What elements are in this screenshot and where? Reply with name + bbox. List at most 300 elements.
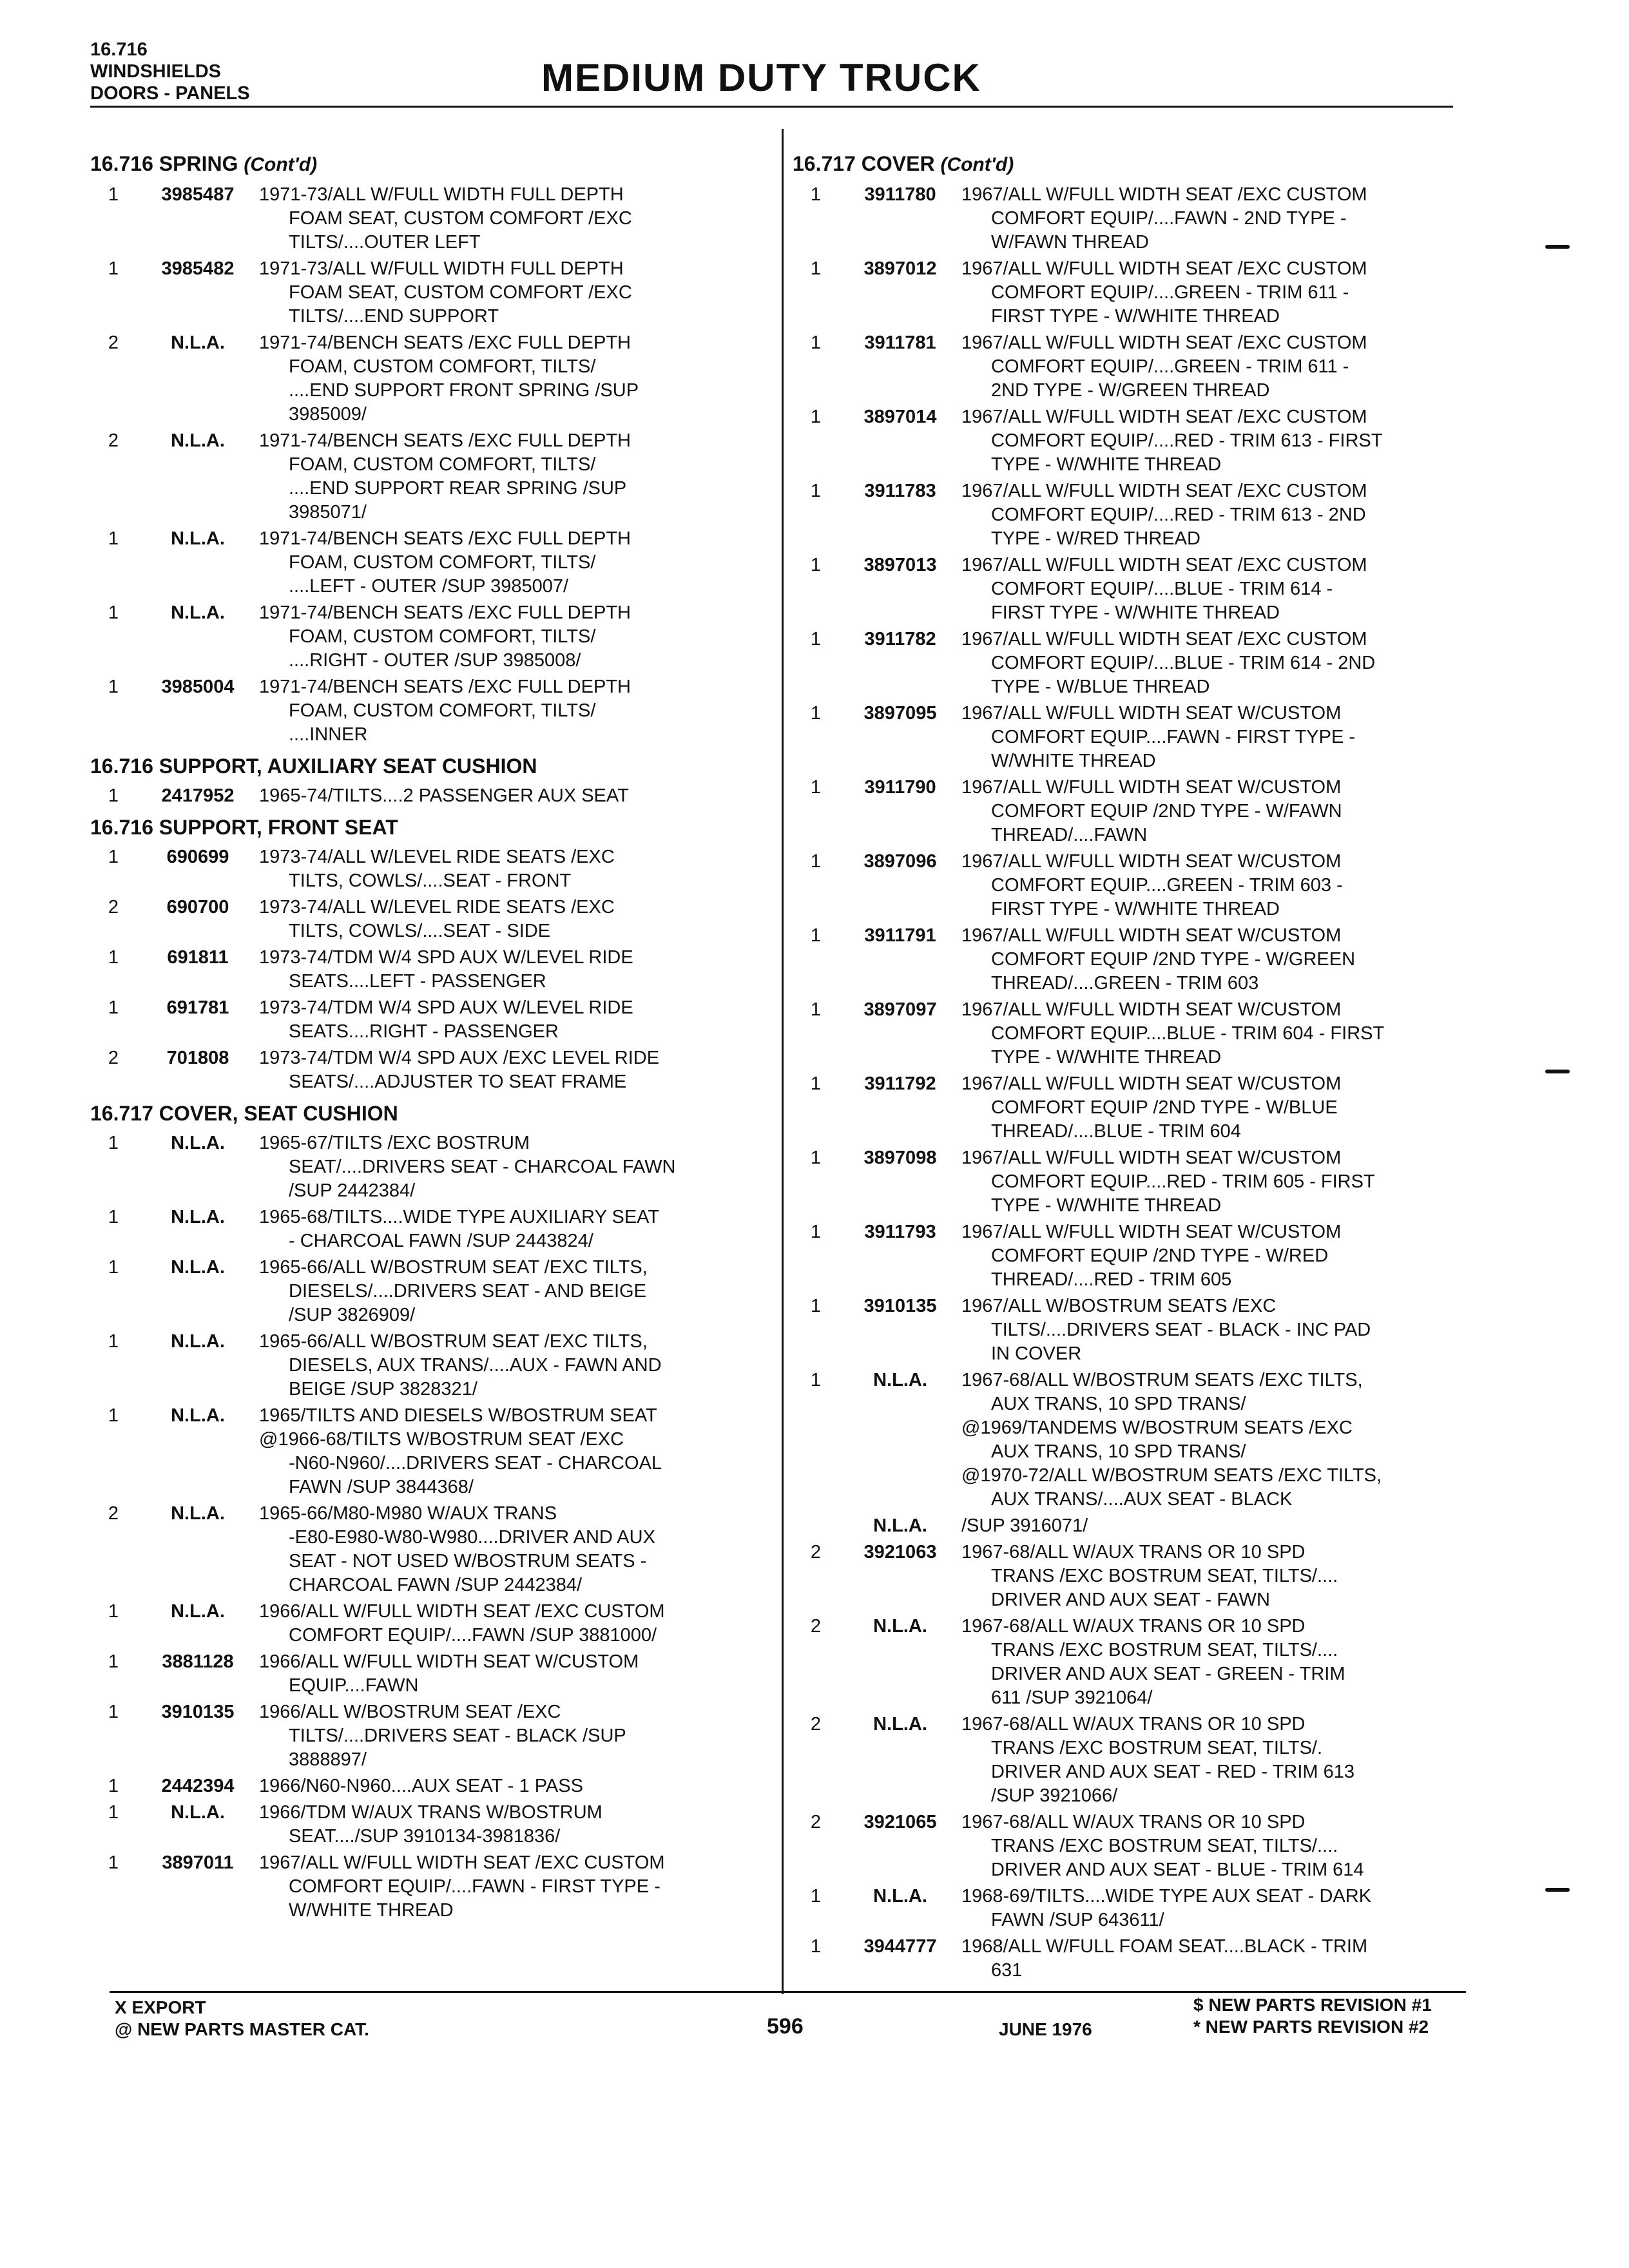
section-heading-text: 16.717 COVER, SEAT CUSHION bbox=[90, 1102, 398, 1125]
section-heading-text: 16.717 COVER bbox=[793, 152, 935, 175]
part-entry bbox=[793, 1220, 1495, 1292]
left-column bbox=[90, 148, 767, 1927]
part-entry bbox=[793, 405, 1495, 477]
description-line: 1967/ALL W/FULL WIDTH SEAT W/CUSTOM bbox=[961, 999, 1342, 1020]
description-line: TRANS /EXC BOSTRUM SEAT, TILTS/.... bbox=[991, 1836, 1338, 1856]
entry-part-number: 3897014 bbox=[863, 407, 937, 427]
description-line: /SUP 3826909/ bbox=[289, 1305, 416, 1325]
description-line: COMFORT EQUIP/....RED - TRIM 613 - 2ND bbox=[991, 505, 1366, 525]
entry-quantity: 2 bbox=[108, 332, 119, 353]
description-line: - CHARCOAL FAWN /SUP 2443824/ bbox=[289, 1231, 593, 1251]
entry-quantity: 1 bbox=[108, 1405, 119, 1426]
entry-description bbox=[259, 331, 767, 427]
description-line: 1973-74/ALL W/LEVEL RIDE SEATS /EXC bbox=[259, 847, 615, 867]
entry-part-number: 3921063 bbox=[863, 1542, 937, 1562]
entry-part-number: 691811 bbox=[167, 947, 229, 968]
description-line: ....END SUPPORT FRONT SPRING /SUP bbox=[289, 380, 639, 401]
entry-part-number: 3897097 bbox=[863, 999, 937, 1020]
entry-description bbox=[961, 1220, 1495, 1292]
description-line: 1965/TILTS AND DIESELS W/BOSTRUM SEAT bbox=[259, 1405, 657, 1426]
entry-quantity: 1 bbox=[108, 1257, 119, 1278]
category-line-2: DOORS - PANELS bbox=[90, 83, 250, 104]
description-line: FOAM, CUSTOM COMFORT, TILTS/ bbox=[289, 700, 596, 721]
part-entry bbox=[793, 553, 1495, 625]
description-line: COMFORT EQUIP /2ND TYPE - W/FAWN bbox=[991, 801, 1342, 822]
description-line: 1971-74/BENCH SEATS /EXC FULL DEPTH bbox=[259, 332, 631, 353]
section-heading bbox=[793, 151, 1495, 178]
entry-description bbox=[961, 924, 1495, 995]
part-entry bbox=[90, 1256, 767, 1327]
part-entry bbox=[793, 183, 1495, 255]
entry-part-number: 3897012 bbox=[863, 258, 937, 279]
description-line: 1965-74/TILTS....2 PASSENGER AUX SEAT bbox=[259, 785, 629, 806]
description-line: ....LEFT - OUTER /SUP 3985007/ bbox=[289, 576, 569, 597]
description-line: ....END SUPPORT REAR SPRING /SUP bbox=[289, 478, 627, 499]
description-line: TRANS /EXC BOSTRUM SEAT, TILTS/.... bbox=[991, 1566, 1338, 1586]
description-line: 1966/TDM W/AUX TRANS W/BOSTRUM bbox=[259, 1802, 602, 1823]
entry-description bbox=[961, 1885, 1495, 1932]
entry-description bbox=[961, 850, 1495, 921]
entry-part-number: 3910135 bbox=[161, 1702, 235, 1722]
description-line: TYPE - W/WHITE THREAD bbox=[991, 454, 1222, 475]
entry-part-number: 690699 bbox=[166, 847, 229, 867]
entry-description bbox=[259, 1650, 767, 1698]
description-line: THREAD/....BLUE - TRIM 604 bbox=[991, 1121, 1241, 1142]
entry-description bbox=[259, 1851, 767, 1923]
entry-part-number: 3911793 bbox=[864, 1222, 936, 1242]
description-line: IN COVER bbox=[991, 1343, 1082, 1364]
description-line: TRANS /EXC BOSTRUM SEAT, TILTS/.... bbox=[991, 1640, 1338, 1660]
description-line: @1970-72/ALL W/BOSTRUM SEATS /EXC TILTS, bbox=[961, 1465, 1382, 1486]
entry-part-number: N.L.A. bbox=[873, 1616, 927, 1637]
entry-description bbox=[259, 896, 767, 943]
section-heading bbox=[90, 753, 767, 779]
description-line: TYPE - W/BLUE THREAD bbox=[991, 677, 1210, 697]
description-line: W/FAWN THREAD bbox=[991, 232, 1149, 253]
description-line: 611 /SUP 3921064/ bbox=[991, 1687, 1153, 1708]
margin-mark bbox=[1545, 1888, 1570, 1892]
part-entry bbox=[90, 527, 767, 599]
description-line: FAWN /SUP 643611/ bbox=[991, 1910, 1164, 1930]
part-entry bbox=[793, 998, 1495, 1070]
section-heading bbox=[90, 151, 767, 178]
entry-part-number: 3881128 bbox=[162, 1651, 234, 1672]
entry-quantity: 1 bbox=[108, 1852, 119, 1873]
description-line: 1968-69/TILTS....WIDE TYPE AUX SEAT - DARK bbox=[961, 1886, 1372, 1907]
description-line: 1967/ALL W/FULL WIDTH SEAT W/CUSTOM bbox=[961, 1148, 1342, 1168]
part-entry bbox=[90, 1206, 767, 1253]
entry-quantity: 1 bbox=[108, 1651, 119, 1672]
description-line: TILTS, COWLS/....SEAT - FRONT bbox=[289, 870, 572, 891]
entry-part-number: N.L.A. bbox=[171, 602, 225, 623]
entry-part-number: 3911781 bbox=[864, 332, 936, 353]
section-heading bbox=[90, 814, 767, 840]
footer-rule bbox=[110, 1991, 1466, 1993]
part-entry bbox=[793, 776, 1495, 847]
description-line: DRIVER AND AUX SEAT - GREEN - TRIM bbox=[991, 1664, 1345, 1684]
description-line: 1967/ALL W/FULL WIDTH SEAT /EXC CUSTOM bbox=[961, 258, 1367, 279]
entry-description bbox=[259, 601, 767, 673]
entry-quantity: 2 bbox=[810, 1812, 822, 1832]
entry-quantity: 1 bbox=[108, 677, 119, 697]
description-line: THREAD/....GREEN - TRIM 603 bbox=[991, 973, 1259, 994]
description-line: TILTS/....OUTER LEFT bbox=[289, 232, 481, 253]
footer-revision-1: $ NEW PARTS REVISION #1 bbox=[1193, 1995, 1432, 2015]
description-line: 1967-68/ALL W/AUX TRANS OR 10 SPD bbox=[961, 1714, 1306, 1735]
column-divider bbox=[782, 129, 784, 1994]
description-line: 1967/ALL W/FULL WIDTH SEAT W/CUSTOM bbox=[961, 777, 1342, 798]
description-line: TYPE - W/WHITE THREAD bbox=[991, 1047, 1222, 1068]
entry-quantity: 2 bbox=[810, 1714, 822, 1735]
description-line: 1967/ALL W/FULL WIDTH SEAT /EXC CUSTOM bbox=[961, 629, 1367, 649]
description-line: FIRST TYPE - W/WHITE THREAD bbox=[991, 899, 1280, 919]
description-line: SEAT/....DRIVERS SEAT - CHARCOAL FAWN bbox=[289, 1157, 676, 1177]
entry-description bbox=[961, 1811, 1495, 1882]
entry-quantity: 2 bbox=[108, 1048, 119, 1068]
description-line: 1973-74/TDM W/4 SPD AUX W/LEVEL RIDE bbox=[259, 997, 633, 1018]
entry-description bbox=[961, 1615, 1495, 1710]
description-line: 1967/ALL W/FULL WIDTH SEAT W/CUSTOM bbox=[961, 1073, 1342, 1094]
part-entry bbox=[793, 1615, 1495, 1710]
entry-description bbox=[259, 996, 767, 1044]
part-entry bbox=[90, 1801, 767, 1849]
entry-part-number: 3911782 bbox=[864, 629, 936, 649]
description-line: 1967-68/ALL W/AUX TRANS OR 10 SPD bbox=[961, 1812, 1306, 1832]
entry-quantity: 1 bbox=[108, 1207, 119, 1227]
entry-description bbox=[259, 1206, 767, 1253]
part-entry bbox=[90, 1600, 767, 1648]
footer-catalog-note: @ NEW PARTS MASTER CAT. bbox=[115, 2019, 369, 2039]
part-entry bbox=[793, 850, 1495, 921]
entry-part-number: N.L.A. bbox=[171, 430, 225, 451]
description-line: 1965-66/ALL W/BOSTRUM SEAT /EXC TILTS, bbox=[259, 1257, 648, 1278]
part-entry bbox=[793, 1146, 1495, 1218]
description-line: 1968/ALL W/FULL FOAM SEAT....BLACK - TRIM bbox=[961, 1936, 1368, 1957]
description-line: AUX TRANS, 10 SPD TRANS/ bbox=[991, 1441, 1246, 1462]
entry-description bbox=[259, 527, 767, 599]
part-entry bbox=[793, 331, 1495, 403]
description-line: 1967/ALL W/FULL WIDTH SEAT /EXC CUSTOM bbox=[961, 332, 1367, 353]
part-entry bbox=[793, 1294, 1495, 1366]
description-line: AUX TRANS/....AUX SEAT - BLACK bbox=[991, 1489, 1293, 1510]
part-entry bbox=[90, 331, 767, 427]
description-line: FOAM, CUSTOM COMFORT, TILTS/ bbox=[289, 454, 596, 475]
entry-description bbox=[961, 1541, 1495, 1612]
entry-description bbox=[259, 784, 767, 808]
entry-part-number: N.L.A. bbox=[171, 1331, 225, 1352]
description-line: CHARCOAL FAWN /SUP 2442384/ bbox=[289, 1575, 583, 1595]
entry-part-number: N.L.A. bbox=[171, 1257, 225, 1278]
page-number: 596 bbox=[767, 2014, 804, 2039]
part-entry bbox=[793, 628, 1495, 699]
entry-description bbox=[259, 1256, 767, 1327]
description-line: FIRST TYPE - W/WHITE THREAD bbox=[991, 602, 1280, 623]
entry-part-number: 2442394 bbox=[161, 1776, 235, 1796]
entry-part-number: N.L.A. bbox=[171, 1601, 225, 1622]
description-line: 1971-74/BENCH SEATS /EXC FULL DEPTH bbox=[259, 602, 631, 623]
page-title: MEDIUM DUTY TRUCK bbox=[541, 56, 981, 99]
entry-description bbox=[961, 1935, 1495, 1983]
entry-quantity: 2 bbox=[108, 897, 119, 918]
description-line: SEATS/....ADJUSTER TO SEAT FRAME bbox=[289, 1072, 627, 1092]
part-entry bbox=[90, 996, 767, 1044]
part-entry bbox=[90, 1404, 767, 1499]
entry-quantity: 1 bbox=[108, 258, 119, 279]
entry-description bbox=[961, 1369, 1495, 1512]
entry-quantity: 1 bbox=[810, 1296, 822, 1316]
entry-quantity: 1 bbox=[108, 785, 119, 806]
part-entry bbox=[793, 1369, 1495, 1512]
description-line: COMFORT EQUIP /2ND TYPE - W/GREEN bbox=[991, 949, 1356, 970]
entry-description bbox=[961, 1514, 1495, 1538]
footer-revision-2: * NEW PARTS REVISION #2 bbox=[1193, 2017, 1429, 2037]
entry-part-number: 3897096 bbox=[863, 851, 937, 872]
description-line: 1967/ALL W/FULL WIDTH SEAT W/CUSTOM bbox=[961, 851, 1342, 872]
entry-description bbox=[259, 1046, 767, 1094]
entry-quantity bbox=[793, 1514, 839, 1538]
part-entry bbox=[90, 1502, 767, 1597]
section-heading-text: 16.716 SPRING bbox=[90, 152, 238, 175]
entry-quantity: 2 bbox=[810, 1542, 822, 1562]
entry-description bbox=[259, 183, 767, 255]
description-line: DIESELS/....DRIVERS SEAT - AND BEIGE bbox=[289, 1281, 646, 1302]
description-line: TYPE - W/WHITE THREAD bbox=[991, 1195, 1222, 1216]
part-entry bbox=[90, 896, 767, 943]
entry-part-number: 3897013 bbox=[863, 555, 937, 575]
part-entry bbox=[793, 1935, 1495, 1983]
entry-description bbox=[961, 331, 1495, 403]
part-entry bbox=[90, 429, 767, 524]
description-line: 3985009/ bbox=[289, 404, 367, 425]
description-line: 1967/ALL W/FULL WIDTH SEAT /EXC CUSTOM bbox=[961, 555, 1367, 575]
entry-part-number: 3897098 bbox=[863, 1148, 937, 1168]
entry-part-number: 701808 bbox=[166, 1048, 229, 1068]
entry-quantity: 2 bbox=[108, 1503, 119, 1524]
description-line: 1971-74/BENCH SEATS /EXC FULL DEPTH bbox=[259, 528, 631, 549]
part-entry bbox=[90, 1046, 767, 1094]
description-line: /SUP 2442384/ bbox=[289, 1180, 416, 1201]
margin-mark bbox=[1545, 1070, 1570, 1073]
part-entry bbox=[793, 479, 1495, 551]
description-line: 1967/ALL W/FULL WIDTH SEAT W/CUSTOM bbox=[961, 703, 1342, 724]
part-entry bbox=[793, 1885, 1495, 1932]
description-line: COMFORT EQUIP....RED - TRIM 605 - FIRST bbox=[991, 1171, 1375, 1192]
entry-quantity: 1 bbox=[810, 332, 822, 353]
entry-part-number: 3897095 bbox=[863, 703, 937, 724]
entry-description bbox=[259, 946, 767, 994]
entry-part-number: 3985487 bbox=[161, 184, 235, 205]
description-line: COMFORT EQUIP/....FAWN /SUP 3881000/ bbox=[289, 1625, 657, 1646]
description-line: SEATS....LEFT - PASSENGER bbox=[289, 971, 546, 992]
part-entry bbox=[90, 1700, 767, 1772]
description-line: 1966/ALL W/FULL WIDTH SEAT W/CUSTOM bbox=[259, 1651, 639, 1672]
entry-quantity: 2 bbox=[108, 430, 119, 451]
part-entry bbox=[90, 946, 767, 994]
footer-export-note: X EXPORT bbox=[115, 1997, 206, 2017]
part-entry bbox=[90, 1131, 767, 1203]
description-line: 1966/ALL W/BOSTRUM SEAT /EXC bbox=[259, 1702, 561, 1722]
entry-part-number: 3921065 bbox=[863, 1812, 937, 1832]
description-line: 1966/N60-N960....AUX SEAT - 1 PASS bbox=[259, 1776, 583, 1796]
entry-quantity: 1 bbox=[108, 184, 119, 205]
description-line: DRIVER AND AUX SEAT - BLUE - TRIM 614 bbox=[991, 1860, 1364, 1880]
description-line: 1967-68/ALL W/AUX TRANS OR 10 SPD bbox=[961, 1616, 1306, 1637]
description-line: TILTS/....END SUPPORT bbox=[289, 306, 499, 327]
entry-quantity: 1 bbox=[108, 1802, 119, 1823]
description-line: 1967/ALL W/BOSTRUM SEATS /EXC bbox=[961, 1296, 1277, 1316]
entry-description bbox=[259, 1330, 767, 1401]
entry-part-number: N.L.A. bbox=[873, 1714, 927, 1735]
entry-part-number: N.L.A. bbox=[171, 1133, 225, 1153]
entry-part-number: N.L.A. bbox=[171, 528, 225, 549]
part-entry bbox=[793, 1514, 1495, 1538]
entry-part-number: N.L.A. bbox=[873, 1370, 927, 1390]
description-line: TILTS, COWLS/....SEAT - SIDE bbox=[289, 921, 551, 941]
description-line: 1967-68/ALL W/AUX TRANS OR 10 SPD bbox=[961, 1542, 1306, 1562]
description-line: 1967/ALL W/FULL WIDTH SEAT /EXC CUSTOM bbox=[961, 407, 1367, 427]
description-line: 631 bbox=[991, 1960, 1023, 1981]
header-rule bbox=[90, 106, 1453, 108]
part-entry bbox=[90, 784, 767, 808]
entry-part-number: N.L.A. bbox=[171, 1802, 225, 1823]
description-line: FOAM SEAT, CUSTOM COMFORT /EXC bbox=[289, 282, 632, 303]
entry-part-number: N.L.A. bbox=[873, 1886, 927, 1907]
description-line: 1971-73/ALL W/FULL WIDTH FULL DEPTH bbox=[259, 184, 624, 205]
description-line: 1965-66/M80-M980 W/AUX TRANS bbox=[259, 1503, 557, 1524]
part-entry bbox=[793, 1811, 1495, 1882]
entry-description bbox=[961, 405, 1495, 477]
description-line: COMFORT EQUIP....FAWN - FIRST TYPE - bbox=[991, 727, 1356, 747]
description-line: 1971-74/BENCH SEATS /EXC FULL DEPTH bbox=[259, 677, 631, 697]
entry-quantity: 1 bbox=[810, 629, 822, 649]
description-line: /SUP 3921066/ bbox=[991, 1785, 1118, 1806]
description-line: 1973-74/TDM W/4 SPD AUX W/LEVEL RIDE bbox=[259, 947, 633, 968]
part-entry bbox=[90, 845, 767, 893]
description-line: FOAM, CUSTOM COMFORT, TILTS/ bbox=[289, 626, 596, 647]
description-line: EQUIP....FAWN bbox=[289, 1675, 419, 1696]
entry-description bbox=[961, 702, 1495, 773]
category-line-1: WINDSHIELDS bbox=[90, 61, 221, 82]
description-line: ....RIGHT - OUTER /SUP 3985008/ bbox=[289, 650, 581, 671]
description-line: COMFORT EQUIP/....BLUE - TRIM 614 - bbox=[991, 579, 1333, 599]
entry-description bbox=[259, 1801, 767, 1849]
description-line: SEAT..../SUP 3910134-3981836/ bbox=[289, 1826, 561, 1847]
entry-description bbox=[961, 1294, 1495, 1366]
part-entry bbox=[90, 257, 767, 329]
entry-quantity: 1 bbox=[810, 999, 822, 1020]
entry-description bbox=[961, 1146, 1495, 1218]
entry-part-number: 3985482 bbox=[161, 258, 235, 279]
description-line: THREAD/....RED - TRIM 605 bbox=[991, 1269, 1232, 1290]
description-line: @1969/TANDEMS W/BOSTRUM SEATS /EXC bbox=[961, 1418, 1353, 1438]
description-line: W/WHITE THREAD bbox=[991, 751, 1156, 771]
description-line: COMFORT EQUIP/....RED - TRIM 613 - FIRST bbox=[991, 430, 1383, 451]
section-number: 16.716 bbox=[90, 39, 148, 60]
description-line: 1967/ALL W/FULL WIDTH SEAT W/CUSTOM bbox=[961, 1222, 1342, 1242]
entry-part-number: 690700 bbox=[166, 897, 229, 918]
entry-quantity: 1 bbox=[108, 1601, 119, 1622]
entry-quantity: 1 bbox=[810, 258, 822, 279]
entry-description bbox=[961, 479, 1495, 551]
description-line: COMFORT EQUIP /2ND TYPE - W/BLUE bbox=[991, 1097, 1338, 1118]
part-entry bbox=[793, 1713, 1495, 1808]
entry-part-number: 3911792 bbox=[864, 1073, 936, 1094]
entry-quantity: 1 bbox=[108, 997, 119, 1018]
description-line: COMFORT EQUIP....GREEN - TRIM 603 - bbox=[991, 875, 1343, 896]
entry-part-number: 3911790 bbox=[864, 777, 936, 798]
description-line: TILTS/....DRIVERS SEAT - BLACK - INC PAD bbox=[991, 1320, 1371, 1340]
entry-quantity: 1 bbox=[810, 925, 822, 946]
description-line: 1967/ALL W/FULL WIDTH SEAT /EXC CUSTOM bbox=[961, 184, 1367, 205]
description-line: /SUP 3916071/ bbox=[961, 1515, 1088, 1536]
description-line: DIESELS, AUX TRANS/....AUX - FAWN AND bbox=[289, 1355, 662, 1376]
description-line: 3985071/ bbox=[289, 502, 367, 523]
entry-description bbox=[961, 628, 1495, 699]
part-entry bbox=[793, 702, 1495, 773]
description-line: COMFORT EQUIP....BLUE - TRIM 604 - FIRST bbox=[991, 1023, 1385, 1044]
description-line: TILTS/....DRIVERS SEAT - BLACK /SUP bbox=[289, 1725, 626, 1746]
description-line: 1967/ALL W/FULL WIDTH SEAT /EXC CUSTOM bbox=[961, 481, 1367, 501]
description-line: DRIVER AND AUX SEAT - RED - TRIM 613 bbox=[991, 1762, 1355, 1782]
description-line: FAWN /SUP 3844368/ bbox=[289, 1477, 474, 1497]
part-entry bbox=[90, 1851, 767, 1923]
description-line: 3888897/ bbox=[289, 1749, 367, 1770]
description-line: 1973-74/TDM W/4 SPD AUX /EXC LEVEL RIDE bbox=[259, 1048, 660, 1068]
entry-description bbox=[259, 1700, 767, 1772]
description-line: COMFORT EQUIP/....FAWN - 2ND TYPE - bbox=[991, 208, 1347, 229]
description-line: THREAD/....FAWN bbox=[991, 825, 1148, 845]
description-line: TRANS /EXC BOSTRUM SEAT, TILTS/. bbox=[991, 1738, 1323, 1758]
description-line: ....INNER bbox=[289, 724, 368, 745]
description-line: 1971-74/BENCH SEATS /EXC FULL DEPTH bbox=[259, 430, 631, 451]
section-heading bbox=[90, 1100, 767, 1126]
entry-part-number: N.L.A. bbox=[171, 1207, 225, 1227]
entry-part-number: 3911783 bbox=[864, 481, 936, 501]
description-line: SEATS....RIGHT - PASSENGER bbox=[289, 1021, 559, 1042]
entry-quantity: 1 bbox=[810, 1222, 822, 1242]
description-line: 1973-74/ALL W/LEVEL RIDE SEATS /EXC bbox=[259, 897, 615, 918]
description-line: W/WHITE THREAD bbox=[289, 1900, 454, 1921]
entry-part-number: 3897011 bbox=[162, 1852, 234, 1873]
description-line: FIRST TYPE - W/WHITE THREAD bbox=[991, 306, 1280, 327]
margin-mark bbox=[1545, 245, 1570, 249]
description-line: 1965-66/ALL W/BOSTRUM SEAT /EXC TILTS, bbox=[259, 1331, 648, 1352]
part-entry bbox=[90, 1330, 767, 1401]
entry-description bbox=[961, 776, 1495, 847]
description-line: DRIVER AND AUX SEAT - FAWN bbox=[991, 1590, 1270, 1610]
entry-quantity: 1 bbox=[810, 184, 822, 205]
entry-part-number: 3910135 bbox=[863, 1296, 937, 1316]
entry-description bbox=[961, 183, 1495, 255]
entry-quantity: 1 bbox=[108, 947, 119, 968]
continued-label: (Cont'd) bbox=[244, 154, 318, 175]
entry-description bbox=[259, 845, 767, 893]
description-line: @1966-68/TILTS W/BOSTRUM SEAT /EXC bbox=[259, 1429, 624, 1450]
part-entry bbox=[90, 1774, 767, 1798]
entry-quantity: 2 bbox=[810, 1616, 822, 1637]
description-line: -N60-N960/....DRIVERS SEAT - CHARCOAL bbox=[289, 1453, 662, 1474]
part-entry bbox=[90, 1650, 767, 1698]
description-line: 1966/ALL W/FULL WIDTH SEAT /EXC CUSTOM bbox=[259, 1601, 665, 1622]
entry-part-number: 691781 bbox=[166, 997, 229, 1018]
entry-description bbox=[259, 675, 767, 747]
entry-quantity: 1 bbox=[108, 1331, 119, 1352]
section-heading-text: 16.716 SUPPORT, AUXILIARY SEAT CUSHION bbox=[90, 754, 537, 778]
entry-description bbox=[961, 1713, 1495, 1808]
entry-quantity: 1 bbox=[108, 1702, 119, 1722]
entry-part-number: 3985004 bbox=[161, 677, 235, 697]
description-line: 1967/ALL W/FULL WIDTH SEAT W/CUSTOM bbox=[961, 925, 1342, 946]
